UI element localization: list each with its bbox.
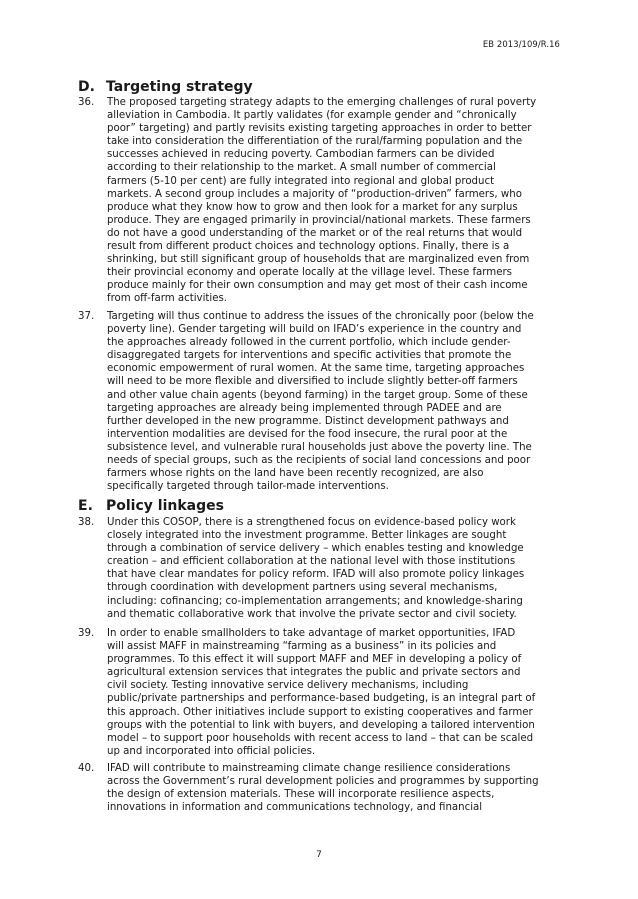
text-line: this approach. Other initiatives include support to existing cooperatives and farmer	[107, 706, 533, 718]
text-line: intervention modalities are devised for the food insecure, the rural poor at the	[107, 428, 508, 440]
text-line: poverty line). Gender targeting will build on IFAD’s experience in the country and	[107, 324, 522, 336]
text-line: targeting approaches are already being implemented through PADEE and are	[107, 402, 502, 414]
text-line: will assist MAFF in mainstreaming “farming as a business” in its policies and	[107, 641, 497, 653]
text-line: produce mainly for their own consumption and may get most of their cash income	[107, 280, 528, 292]
text-line: farmers whose rights on the land have been recently recognized, are also	[107, 468, 484, 480]
text-line: disaggregated targets for interventions and specific activities that promote the	[107, 350, 512, 362]
text-line: Under this COSOP, there is a strengthened focus on evidence-based policy work	[107, 517, 516, 528]
paragraph-39	[78, 627, 560, 758]
paragraph-number: 36.	[78, 97, 95, 108]
text-line: needs of special groups, such as the recipients of social land concessions and poor	[107, 455, 531, 467]
paragraph-number: 38.	[78, 517, 95, 528]
text-line: will need to be more flexible and diversified to include slightly better-off farmers	[107, 376, 518, 388]
text-line: creation – and efficient collaboration at the national level with those institutions	[107, 556, 516, 568]
text-line: Targeting will thus continue to address the issues of the chronically poor (below the	[107, 311, 534, 322]
text-line: the approaches already followed in the current portfolio, which include gender-	[107, 337, 511, 349]
paragraph-number: 37.	[78, 311, 95, 322]
text-line: agricultural extension services that integrates the public and private sectors and	[107, 667, 521, 679]
text-line: In order to enable smallholders to take advantage of market opportunities, IFAD	[107, 628, 516, 639]
text-line: through a combination of service delivery – which enables testing and knowledge	[107, 543, 524, 555]
text-line: poor” targeting) and partly revisits existing targeting approaches in order to better	[107, 123, 532, 135]
section-title: Targeting strategy	[106, 79, 253, 95]
text-line: innovations in information and communications technology, and financial	[107, 802, 483, 814]
text-line: up and incorporated into official policies.	[107, 745, 316, 757]
page-number: 7	[316, 850, 322, 860]
text-line: from off-farm activities.	[107, 293, 228, 305]
section-heading-policy-linkages	[78, 498, 224, 514]
text-line: including: cofinancing; co-implementation arrangements; and knowledge-sharing	[107, 595, 523, 607]
text-line: successes achieved in reducing poverty. Cambodian farmers can be divided	[107, 149, 495, 161]
paragraph-number: 39.	[78, 628, 95, 639]
text-line: programmes. To this effect it will support MAFF and MEF in developing a policy of	[107, 654, 522, 666]
paragraph-body	[107, 310, 560, 493]
text-line: IFAD will contribute to mainstreaming climate change resilience considerations	[107, 763, 511, 774]
text-line: groups with the potential to link with buyers, and developing a tailored intervention	[107, 719, 535, 731]
text-line: across the Government’s rural development policies and programmes by supporting	[107, 776, 539, 788]
paragraph-body	[107, 516, 560, 621]
text-line: and other value chain agents (beyond farming) in the target group. Some of these	[107, 389, 528, 401]
paragraph-37	[78, 310, 560, 493]
text-line: model – to support poor households with recent access to land – that can be scaled	[107, 732, 534, 744]
section-title: Policy linkages	[106, 498, 224, 514]
text-line: produce what they know how to grow and then look for a market for any surplus	[107, 201, 518, 213]
text-line: subsistence level, and vulnerable rural households just above the poverty line. The	[107, 441, 532, 453]
text-line: The proposed targeting strategy adapts to the emerging challenges of rural poverty	[107, 97, 537, 108]
text-line: that have clear mandates for policy reform. IFAD will also promote policy linkages	[107, 569, 525, 581]
text-line: take into consideration the differentiation of the rural/farming population and the	[107, 136, 523, 148]
section-heading-targeting-strategy	[78, 79, 253, 95]
paragraph-number: 40.	[78, 763, 95, 774]
text-line: their provincial economy and operate locally at the village level. These farmers	[107, 267, 512, 279]
text-line: specifically targeted through tailor-made interventions.	[107, 481, 389, 493]
paragraph-body	[107, 96, 560, 306]
paragraph-38	[78, 516, 560, 621]
text-line: economic empowerment of rural women. At the same time, targeting approaches	[107, 363, 525, 375]
text-line: alleviation in Cambodia. It partly validates (for example gender and “chronically	[107, 110, 517, 122]
text-line: through coordination with development partners using several mechanisms,	[107, 582, 498, 594]
document-reference: EB 2013/109/R.16	[482, 39, 560, 49]
paragraph-body	[107, 627, 560, 758]
section-letter: D.	[78, 79, 95, 95]
text-line: according to their relationship to the market. A small number of commercial	[107, 162, 496, 174]
text-line: result from different product choices and technology options. Finally, there is a	[107, 241, 510, 253]
text-line: and thematic collaborative work that involve the private sector and civil society.	[107, 608, 517, 620]
text-line: further developed in the new programme. Distinct development pathways and	[107, 415, 509, 427]
section-letter: E.	[78, 498, 93, 514]
text-line: produce. They are engaged primarily in provincial/national markets. These farmers	[107, 214, 531, 226]
text-line: markets. A second group includes a majority of “production-driven” farmers, who	[107, 188, 522, 200]
paragraph-40	[78, 762, 560, 814]
paragraph-body	[107, 762, 560, 814]
text-line: farmers (5-10 per cent) are fully integrated into regional and global product	[107, 175, 495, 187]
text-line: shrinking, but still significant group of households that are marginalized even from	[107, 254, 530, 266]
text-line: do not have a good understanding of the market or of the real returns that would	[107, 227, 523, 239]
text-line: closely integrated into the investment programme. Better linkages are sought	[107, 530, 507, 542]
text-line: public/private partnerships and performance-based budgeting, is an integral part of	[107, 693, 536, 705]
text-line: the design of extension materials. These will incorporate resilience aspects,	[107, 789, 495, 801]
paragraph-36	[78, 96, 560, 306]
text-line: civil society. Testing innovative service delivery mechanisms, including	[107, 680, 469, 692]
